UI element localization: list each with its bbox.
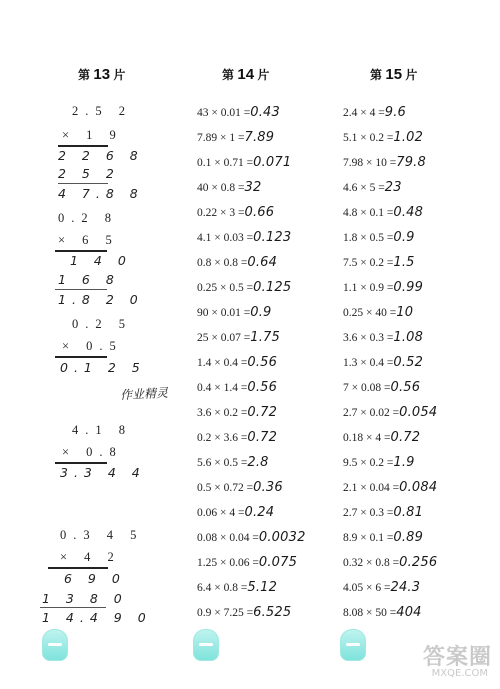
answer: 5.12 xyxy=(247,580,278,595)
question: 7.98 × 10 = xyxy=(343,157,397,169)
problem-item xyxy=(197,555,297,570)
question: 0.2 × 3.6 = xyxy=(197,432,248,444)
product-result: 1.8 2 0 xyxy=(58,292,144,307)
answer: 404 xyxy=(396,605,422,620)
header-number: 14 xyxy=(237,66,255,83)
problem-item xyxy=(197,255,277,270)
question: 2.7 × 0.02 = xyxy=(343,407,400,419)
partial-product: 1 6 8 xyxy=(58,272,120,287)
problem-item xyxy=(197,330,280,345)
question: 0.18 × 4 = xyxy=(343,432,391,444)
header-page-15 xyxy=(370,66,417,83)
problem-item xyxy=(343,180,402,195)
answer: 0.81 xyxy=(393,505,424,520)
calc-rule xyxy=(58,145,108,147)
header-page-14 xyxy=(222,66,269,83)
answer: 24.3 xyxy=(390,580,421,595)
watermark-url: MXQE.COM xyxy=(431,668,488,679)
problem-item xyxy=(343,480,437,495)
problem-item xyxy=(343,105,406,120)
answer: 0.64 xyxy=(247,255,278,270)
question: 2.1 × 0.04 = xyxy=(343,482,400,494)
question: 4.8 × 0.1 = xyxy=(343,207,394,219)
problem-item xyxy=(343,530,423,545)
answer: 0.071 xyxy=(253,155,292,170)
multiplier: × 1 9 xyxy=(62,128,123,142)
question: 5.1 × 0.2 = xyxy=(343,132,394,144)
multiplier: × 0.5 xyxy=(62,339,123,353)
question: 0.9 × 7.25 = xyxy=(197,607,254,619)
answer: 1.02 xyxy=(393,130,424,145)
partial-product: 1 3 8 0 xyxy=(42,591,128,606)
question: 0.22 × 3 = xyxy=(197,207,245,219)
answer: 0.56 xyxy=(390,380,421,395)
question: 1.8 × 0.5 = xyxy=(343,232,394,244)
answer: 1.5 xyxy=(393,255,415,270)
answer: 0.52 xyxy=(393,355,424,370)
answer: 6.525 xyxy=(253,605,292,620)
header-suffix: 片 xyxy=(257,68,270,82)
answer: 0.72 xyxy=(390,430,421,445)
answer: 9.6 xyxy=(384,105,407,120)
answer: 0.075 xyxy=(258,555,298,570)
answer: 1.75 xyxy=(250,330,280,345)
problem-item xyxy=(343,230,415,245)
problem-item xyxy=(197,230,291,245)
question: 4.1 × 0.03 = xyxy=(197,232,254,244)
answer: 23 xyxy=(384,180,402,195)
question: 43 × 0.01 = xyxy=(197,107,251,119)
question: 7.89 × 1 = xyxy=(197,132,245,144)
answer: 0.56 xyxy=(247,380,278,395)
problem-item xyxy=(343,455,415,470)
question: 1.1 × 0.9 = xyxy=(343,282,394,294)
partial-product: 6 9 0 xyxy=(64,571,126,586)
question: 6.4 × 0.8 = xyxy=(197,582,248,594)
answer: 0.43 xyxy=(250,105,280,120)
answer: 7.89 xyxy=(244,130,275,145)
problem-item xyxy=(343,255,415,270)
problem-item xyxy=(197,505,274,520)
question: 8.9 × 0.1 = xyxy=(343,532,394,544)
problem-item xyxy=(197,480,283,495)
question: 2.7 × 0.3 = xyxy=(343,507,394,519)
header-number: 13 xyxy=(93,66,111,83)
calc-rule xyxy=(55,356,107,358)
answer: 0.72 xyxy=(247,430,278,445)
problem-item xyxy=(197,280,291,295)
answer: 10 xyxy=(396,305,414,320)
problem-item xyxy=(197,105,280,120)
calc-rule xyxy=(55,462,107,464)
problem-item xyxy=(197,605,291,620)
header-prefix: 第 xyxy=(222,68,235,82)
answer: 0.24 xyxy=(244,505,275,520)
problem-item xyxy=(343,280,423,295)
partial-product: 2 2 6 8 xyxy=(58,148,144,163)
problem-item xyxy=(343,305,413,320)
answer: 0.99 xyxy=(393,280,424,295)
question: 0.5 × 0.72 = xyxy=(197,482,254,494)
answer: 0.084 xyxy=(399,480,438,495)
answer: 32 xyxy=(244,180,262,195)
product-result: 3.3 4 4 xyxy=(60,465,146,480)
answer: 0.256 xyxy=(399,555,438,570)
problem-item xyxy=(197,380,277,395)
question: 7.5 × 0.2 = xyxy=(343,257,394,269)
problem-item xyxy=(343,380,420,395)
answer: 0.66 xyxy=(244,205,275,220)
product-result: 0.1 2 5 xyxy=(60,360,146,375)
question: 0.25 × 40 = xyxy=(343,307,397,319)
multiplier: × 4 2 xyxy=(60,550,121,564)
partial-product: 1 4 0 xyxy=(70,253,132,268)
multiplier: × 6 5 xyxy=(58,233,119,247)
answer: 0.48 xyxy=(393,205,424,220)
problem-item xyxy=(343,205,423,220)
answer: 79.8 xyxy=(396,155,426,170)
question: 0.08 × 0.04 = xyxy=(197,532,259,544)
question: 0.25 × 0.5 = xyxy=(197,282,254,294)
question: 7 × 0.08 = xyxy=(343,382,391,394)
partial-product: 2 5 2 xyxy=(58,166,120,181)
multiplier: × 0.8 xyxy=(62,445,123,459)
question: 0.1 × 0.71 = xyxy=(197,157,254,169)
header-suffix: 片 xyxy=(113,68,126,82)
question: 9.5 × 0.2 = xyxy=(343,457,394,469)
badge-icon xyxy=(193,629,219,661)
answer: 0.89 xyxy=(393,530,424,545)
question: 0.4 × 1.4 = xyxy=(197,382,248,394)
question: 3.6 × 0.2 = xyxy=(197,407,248,419)
question: 3.6 × 0.3 = xyxy=(343,332,394,344)
problem-item xyxy=(343,405,437,420)
question: 0.06 × 4 = xyxy=(197,507,245,519)
answer: 0.0032 xyxy=(258,530,306,545)
question: 8.08 × 50 = xyxy=(343,607,397,619)
question: 0.8 × 0.8 = xyxy=(197,257,248,269)
problem-item xyxy=(197,130,274,145)
product-result: 1 4.4 9 0 xyxy=(42,610,152,625)
question: 25 × 0.07 = xyxy=(197,332,251,344)
problem-item xyxy=(343,155,426,170)
multiplicand: 0.3 4 5 xyxy=(60,528,144,542)
answer: 0.9 xyxy=(393,230,415,245)
question: 1.25 × 0.06 = xyxy=(197,557,259,569)
answer: 0.125 xyxy=(253,280,292,295)
watermark-logo: 答案圈 xyxy=(422,645,492,670)
calc-rule xyxy=(55,289,107,290)
problem-item xyxy=(197,455,269,470)
problem-item xyxy=(197,580,277,595)
header-suffix: 片 xyxy=(405,68,418,82)
question: 40 × 0.8 = xyxy=(197,182,245,194)
header-prefix: 第 xyxy=(370,68,383,82)
question: 2.4 × 4 = xyxy=(343,107,385,119)
question: 5.6 × 0.5 = xyxy=(197,457,248,469)
problem-item xyxy=(197,355,277,370)
question: 0.32 × 0.8 = xyxy=(343,557,400,569)
product-result: 4 7.8 8 xyxy=(58,186,144,201)
multiplicand: 0.2 5 xyxy=(72,317,132,331)
problem-item xyxy=(197,405,277,420)
problem-item xyxy=(343,505,423,520)
question: 1.3 × 0.4 = xyxy=(343,357,394,369)
question: 4.6 × 5 = xyxy=(343,182,385,194)
problem-item xyxy=(197,205,274,220)
header-page-13 xyxy=(78,66,125,83)
answer: 0.36 xyxy=(253,480,283,495)
problem-item xyxy=(197,180,261,195)
multiplicand: 0.2 8 xyxy=(58,211,118,225)
problem-item xyxy=(343,130,423,145)
problem-item xyxy=(343,430,420,445)
header-prefix: 第 xyxy=(78,68,91,82)
problem-item xyxy=(343,605,422,620)
problem-item xyxy=(197,155,291,170)
badge-icon xyxy=(42,629,68,661)
question: 1.4 × 0.4 = xyxy=(197,357,248,369)
problem-item xyxy=(343,355,423,370)
answer: 1.9 xyxy=(393,455,415,470)
answer: 0.123 xyxy=(253,230,292,245)
calc-rule xyxy=(40,607,106,608)
question: 90 × 0.01 = xyxy=(197,307,251,319)
answer: 0.56 xyxy=(247,355,278,370)
multiplicand: 2.5 2 xyxy=(72,104,132,118)
problem-item xyxy=(343,330,423,345)
answer: 2.8 xyxy=(247,455,269,470)
question: 4.05 × 6 = xyxy=(343,582,391,594)
answer: 0.054 xyxy=(399,405,438,420)
problem-item xyxy=(197,430,277,445)
problem-item xyxy=(197,530,306,545)
calc-rule xyxy=(48,567,108,569)
answer: 0.72 xyxy=(247,405,278,420)
problem-item xyxy=(343,555,437,570)
answer: 1.08 xyxy=(393,330,424,345)
multiplicand: 4.1 8 xyxy=(72,423,132,437)
handwritten-note: 作业精灵 xyxy=(119,385,169,403)
calc-rule xyxy=(58,183,108,184)
answer: 0.9 xyxy=(250,305,272,320)
calc-rule xyxy=(55,250,107,252)
badge-icon xyxy=(340,629,366,661)
header-number: 15 xyxy=(385,66,403,83)
problem-item xyxy=(343,580,420,595)
problem-item xyxy=(197,305,272,320)
